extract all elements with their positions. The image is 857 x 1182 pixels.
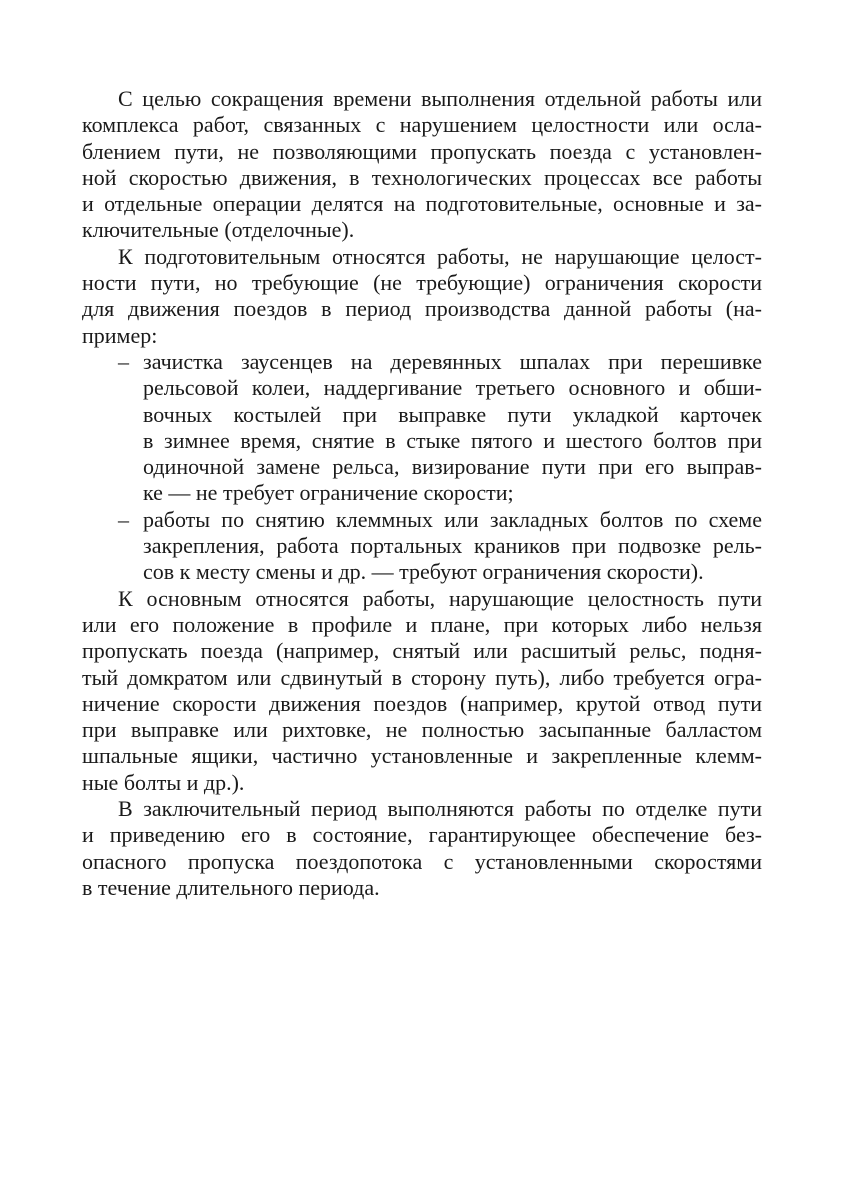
text-line: одиночной замене рельса, визирование пути при его выправ- [143, 454, 762, 480]
text-line: ные болты и др.). [82, 769, 245, 795]
text-line: ности пути, но требующие (не требующие) ограничения скорости [82, 270, 762, 296]
text-line: ке — не требует ограничение скорости; [143, 480, 514, 506]
text-line: шпальные ящики, частично установленные и закрепленные клемм- [82, 743, 762, 769]
text-line: В заключительный период выполняются работы по отделке пути [118, 796, 762, 822]
text-line: пропускать поезда (например, снятый или расшитый рельс, подня- [82, 638, 762, 664]
text-line: пример: [82, 322, 158, 348]
text-line: – работы по снятию клеммных или закладных болтов по схеме [118, 506, 762, 532]
text-line: в течение длительного периода. [82, 874, 380, 900]
text-line: тый домкратом или сдвинутый в сторону путь), либо требуется огра- [82, 664, 762, 690]
text-line: или его положение в профиле и плане, при которых либо нельзя [82, 611, 762, 637]
text-line: и отдельные операции делятся на подготовительные, основные и за- [82, 191, 762, 217]
text-line: К подготовительным относятся работы, не нарушающие целост- [118, 243, 762, 269]
list-dash-marker: – [118, 348, 129, 374]
text-line: вочных костылей при выправке пути укладкой карточек [143, 401, 762, 427]
text-line: для движения поездов в период производства данной работы (на- [82, 296, 762, 322]
text-line: сов к месту смены и др. — требуют ограничения скорости). [143, 559, 704, 585]
text-line: при выправке или рихтовке, не полностью засыпанные балластом [82, 717, 762, 743]
text-line: – зачистка заусенцев на деревянных шпалах при перешивке [118, 348, 762, 374]
text-line: закрепления, работа портальных краников при подвозке рель- [143, 533, 762, 559]
document-page [82, 86, 762, 901]
text-line: в зимнее время, снятие в стыке пятого и шестого болтов при [143, 427, 762, 453]
list-item [82, 507, 762, 586]
text-line: блением пути, не позволяющими пропускать поезда с установлен- [82, 138, 762, 164]
list-dash-marker: – [118, 506, 129, 532]
text-line: и приведению его в состояние, гарантирующее обеспечение без- [82, 822, 762, 848]
paragraph-main-works [82, 586, 762, 796]
paragraph-preparatory [82, 244, 762, 349]
text-line: К основным относятся работы, нарушающие целостность пути [118, 585, 762, 611]
list-item [82, 349, 762, 507]
text-line: ключительные (отделочные). [82, 217, 355, 243]
text-line: ничение скорости движения поездов (например, крутой отвод пути [82, 690, 762, 716]
text-line: ной скоростью движения, в технологических процессах все работы [82, 164, 762, 190]
text-line: комплекса работ, связанных с нарушением целостности или осла- [82, 112, 762, 138]
paragraph-final-works [82, 796, 762, 901]
text-line: С целью сокращения времени выполнения отдельной работы или [118, 86, 762, 111]
paragraph-intro [82, 86, 762, 244]
text-line: рельсовой колеи, наддергивание третьего основного и обши- [143, 375, 762, 401]
text-line: опасного пропуска поездопотока с установленными скоростями [82, 848, 762, 874]
